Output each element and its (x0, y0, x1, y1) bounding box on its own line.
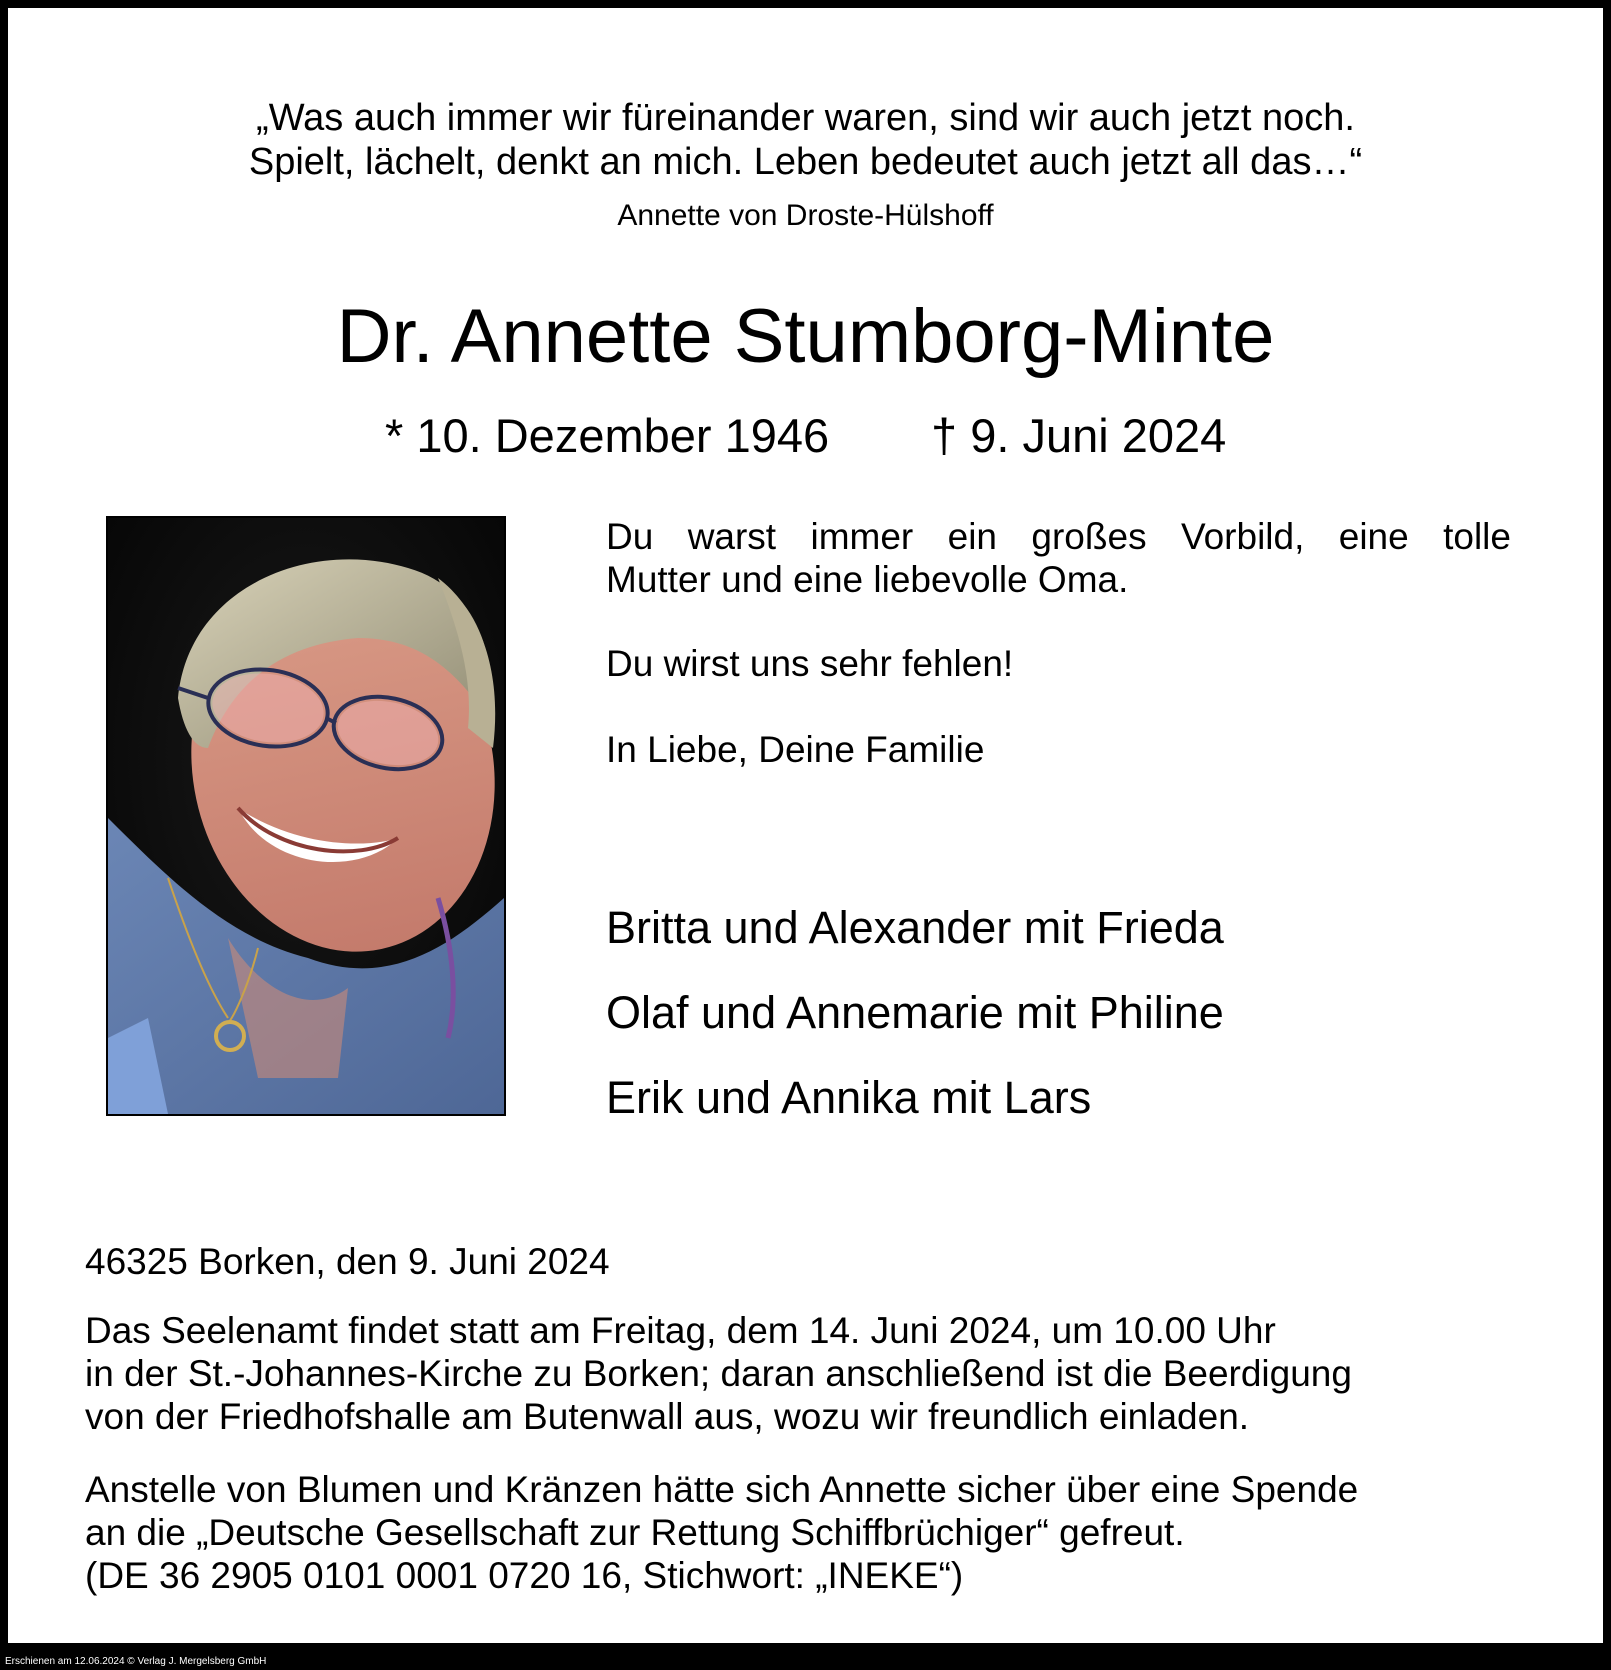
quote-line-2: Spielt, lächelt, denkt an mich. Leben bedeutet auch jetzt all das…“ (248, 141, 1363, 183)
donation-line-2: an die „Deutsche Gesellschaft zur Rettung Schiffbrüchiger“ gefreut. (85, 1512, 1185, 1553)
tribute-line-2: Mutter und eine liebevolle Oma. (606, 559, 1129, 600)
donation-info (85, 1468, 1555, 1597)
tribute-text (606, 515, 1511, 601)
family-member-3: Erik und Annika mit Lars (606, 1072, 1092, 1123)
service-line-2: in der St.-Johannes-Kirche zu Borken; daran anschließend ist die Beerdigung (85, 1353, 1352, 1394)
donation-line-1: Anstelle von Blumen und Kränzen hätte sich Annette sicher über eine Spende (85, 1469, 1359, 1510)
deceased-name: Dr. Annette Stumborg-Minte (336, 294, 1275, 379)
death-date: † 9. Juni 2024 (931, 409, 1227, 462)
portrait-photo-icon (106, 516, 506, 1116)
publication-footer: Erschienen am 12.06.2024 © Verlag J. Mergelsberg GmbH (0, 1653, 1611, 1670)
quote (8, 96, 1603, 184)
service-line-3: von der Friedhofshalle am Butenwall aus, wozu wir freundlich einladen. (85, 1396, 1250, 1437)
tribute-line-1: Du warst immer ein großes Vorbild, eine tolle (606, 516, 1511, 557)
donation-line-3: (DE 36 2905 0101 0001 0720 16, Stichwort: „INEKE“) (85, 1555, 964, 1596)
quote-author: Annette von Droste-Hülshoff (617, 199, 994, 232)
family-member-1: Britta und Alexander mit Frieda (606, 902, 1224, 953)
tribute-signature: In Liebe, Deine Familie (606, 729, 985, 770)
tribute-missing: Du wirst uns sehr fehlen! (606, 643, 1014, 684)
quote-line-1: „Was auch immer wir füreinander waren, sind wir auch jetzt noch. (256, 97, 1355, 139)
birth-date: * 10. Dezember 1946 (385, 409, 830, 462)
life-dates (8, 408, 1611, 468)
place-and-date: 46325 Borken, den 9. Juni 2024 (85, 1241, 610, 1282)
service-info (85, 1309, 1555, 1438)
service-line-1: Das Seelenamt findet statt am Freitag, dem 14. Juni 2024, um 10.00 Uhr (85, 1310, 1276, 1351)
family-member-2: Olaf und Annemarie mit Philine (606, 987, 1224, 1038)
